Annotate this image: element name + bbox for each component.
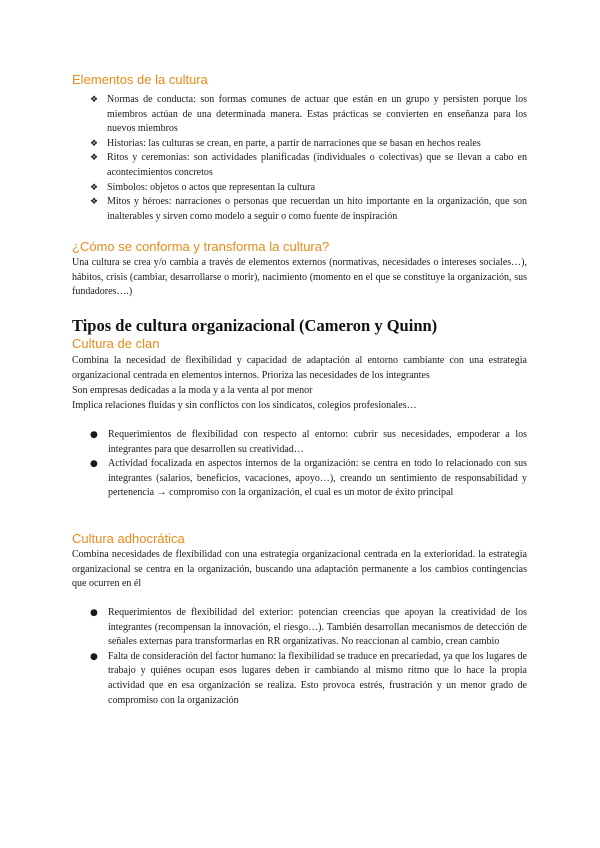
page-title: Tipos de cultura organizacional (Cameron y Quinn) xyxy=(72,316,438,335)
heading-clan: Cultura de clan xyxy=(72,336,160,351)
bullet-icon: ● xyxy=(90,430,98,440)
line-clan-2: Implica relaciones fluidas y sin conflictos con los sindicatos, colegios profesionales… xyxy=(72,400,417,411)
list-item: ❖ Historias: las culturas se crean, en parte, a partir de narraciones que se basan en hechos reales xyxy=(90,137,527,152)
diamond-bullet-icon: ❖ xyxy=(90,197,99,208)
list-item: ❖ Mitos y héroes: narraciones o personas que recuerdan un hito importante en la organización, que son inalterables y sirven como modelo a seguir o como fuente de inspiración xyxy=(90,196,527,222)
list-elementos xyxy=(90,93,527,224)
list-item: ❖ Ritos y ceremonias: son actividades planificadas (individuales o colectivas) que se llevan a cabo en acontecimientos concretos xyxy=(90,152,527,178)
list-item: ● Falta de consideración del factor humano: la flexibilidad se traduce en precariedad, ya que los lugares de trabajo y quiénes ocupan esos lugares deben ir cambiando al mismo ritmo que lo hace la propia actividad que en esa organización se realiza. Esto provoca estrés, frustración y un menor grado de compromiso con la organización xyxy=(90,650,527,706)
heading-adhocratica: Cultura adhocrática xyxy=(72,531,185,546)
list-item: ❖ Símbolos: objetos o actos que representan la cultura xyxy=(90,181,527,196)
list-item: ● Actividad focalizada en aspectos internos de la organización: se centra en todo lo relacionado con sus integrantes (salarios, beneficios, vacaciones, apoyo…), creando un sentimiento de responsabilidad y pertenencia → compromiso con la organización, el cual es un motor de éxito principal xyxy=(90,458,527,499)
paragraph-conforma: Una cultura se crea y/o cambia a través de elementos externos (normativas, necesidades o intereses sociales…), hábitos, crisis (cambiar, desarrollarse o morir), nacimiento (momento en el que se constituye la organización, sus fundadores….) xyxy=(72,257,527,298)
list-item: ● Requerimientos de flexibilidad del exterior: potencian creencias que apoyan la creatividad de los integrantes (recompensan la innovación, el riesgo…). También desarrollan mecanismos de detección de señales externas para transformarlas en RR organizativas. No reaccionan al cambio, crean cambio xyxy=(90,607,527,648)
diamond-bullet-icon: ❖ xyxy=(90,182,99,193)
diamond-bullet-icon: ❖ xyxy=(90,95,99,105)
list-clan xyxy=(90,428,527,501)
bullet-icon: ● xyxy=(90,651,98,662)
list-item: ❖ Normas de conducta: son formas comunes de actuar que están en un grupo y persisten porque los miembros actúan de una determinada manera. Estas prácticas se convierten en enseñanza para los nuevos miembros xyxy=(90,94,527,135)
heading-conforma: ¿Cómo se conforma y transforma la cultura? xyxy=(72,239,330,254)
paragraph-clan: Combina la necesidad de flexibilidad y capacidad de adaptación al entorno cambiante con una estrategia organizacional centrada en elementos internos. Prioriza las necesidades de los integrantes xyxy=(72,355,527,381)
list-item: ● Requerimientos de flexibilidad con respecto al entorno: cubrir sus necesidades, empoderar a los integrantes para que desarrollen su creatividad… xyxy=(90,429,527,455)
diamond-bullet-icon: ❖ xyxy=(90,138,99,149)
bullet-icon: ● xyxy=(90,608,98,618)
list-adhocratica xyxy=(90,606,527,708)
bullet-icon: ● xyxy=(90,459,98,470)
paragraph-adhocratica: Combina necesidades de flexibilidad con una estrategia organizacional centrada en la exterioridad. la estrategia organizacional se centra en la organización, buscando una adaptación permanente a los cambios contingencias que ocurren en él xyxy=(72,549,527,590)
heading-elementos: Elementos de la cultura xyxy=(72,72,208,87)
line-clan-1: Son empresas dedicadas a la moda y a la venta al por menor xyxy=(72,385,313,396)
diamond-bullet-icon: ❖ xyxy=(90,153,99,164)
